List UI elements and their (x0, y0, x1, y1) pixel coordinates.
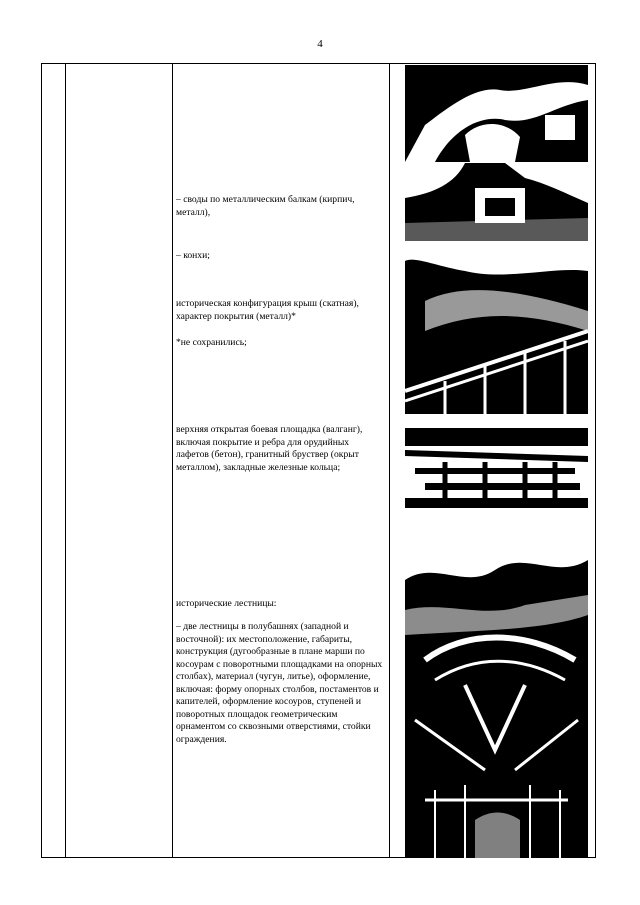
text-platform: верхняя открытая боевая площадка (валганг), включая покрытие и ребра для орудийных лафетов (бетон), гранитный бруствер (окрыт металлом), закладные железные кольца; (176, 424, 363, 473)
photo-conches (405, 163, 588, 241)
column-divider (65, 64, 66, 857)
photo-cast-iron-stairs (405, 520, 588, 858)
photo-vaults (405, 65, 588, 162)
photo-stair-railing (405, 241, 588, 414)
text-conches: – конхи; (176, 250, 210, 261)
text-stairs-heading: исторические лестницы: (176, 598, 277, 609)
text-roof: историческая конфигурация крыш (скатная), характер покрытия (металл)* (176, 298, 359, 322)
photo-platform (405, 428, 588, 508)
text-not-preserved: *не сохранились; (176, 337, 247, 348)
page-number: 4 (317, 38, 323, 50)
text-vaults: – своды по металлическим балкам (кирпич, металл), (176, 194, 355, 218)
column-divider (172, 64, 173, 857)
text-stairs-detail: – две лестницы в полубашнях (западной и восточной): их местоположение, габариты, конструкция (дугообразные в плане марши по косоурам с поворотными площадками на опорных столбах), материал (чугун, литье), оформление, включая: форму опорных столбов, постаментов и капителей, оформление косоуров, ступеней и поворотных площадок геометрическим орнаментом со сквозными отверстиями, стойки ограждения. (176, 621, 383, 745)
column-divider (389, 64, 390, 857)
